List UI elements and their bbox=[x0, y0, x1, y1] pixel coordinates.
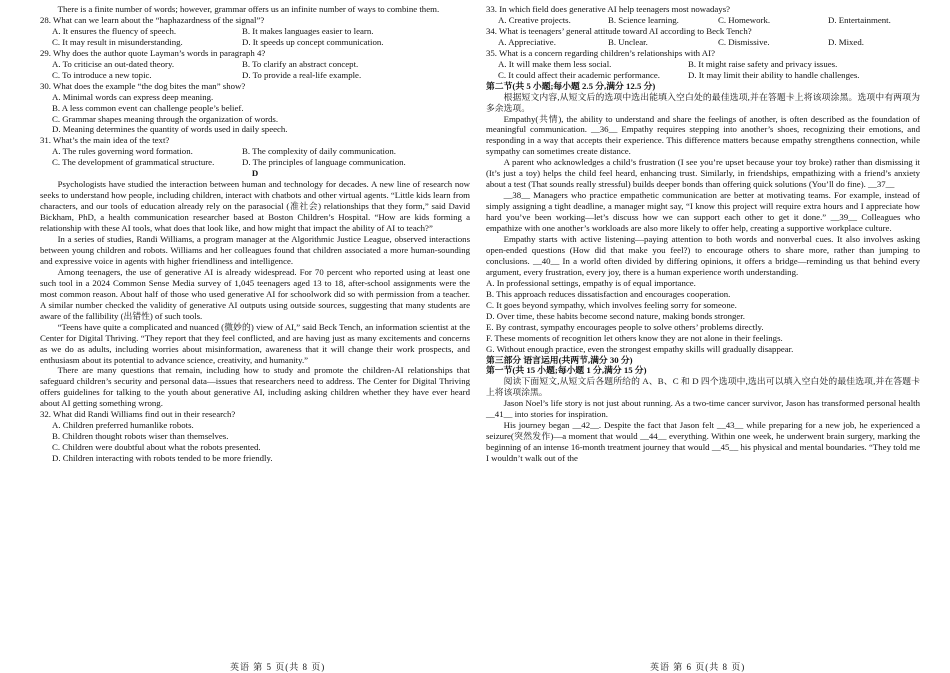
question-29: 29. Why does the author quote Layman’s words in paragraph 4? bbox=[40, 47, 266, 58]
q32-option-b: B. Children thought robots wiser than themselves. bbox=[52, 431, 229, 442]
q33-option-a: A. Creative projects. bbox=[498, 14, 571, 25]
q28-option-b: B. It makes languages easier to learn. bbox=[242, 25, 374, 36]
empathy-paragraph-2: A parent who acknowledges a child’s frustration (I see you’re upset because your toy broke) rather than dismissing it (It’s just a toy) helps the child feel heard, enhancing trust. Similarly, in friendships, empathizing with a friend’s anxiety about a test (That sounds really stressful) builds deeper bonds than offering quick solutions (You’ll do fine). __37__ bbox=[486, 157, 920, 190]
passage-d-paragraph-2: In a series of studies, Randi Williams, a program manager at the Algorithmic Justice League, observed interactions between young children and robots. Williams and her colleagues found that children associated a more human-sounding and expressive voice in agents with higher friendliness and intelligence. bbox=[40, 234, 470, 266]
q35-option-b: B. It might raise safety and privacy issues. bbox=[688, 58, 838, 69]
q30-option-c: C. Grammar shapes meaning through the organization of words. bbox=[52, 113, 279, 124]
choice-g: G. Without enough practice, even the strongest empathy skills will gradually disappear. bbox=[486, 343, 794, 354]
q29-option-a: A. To criticise an out-dated theory. bbox=[52, 58, 175, 69]
q33-option-b: B. Science learning. bbox=[608, 14, 679, 25]
q32-option-c: C. Children were doubtful about what the robots presented. bbox=[52, 442, 261, 453]
part-3-title: 第三部分 语言运用(共两节,满分 30 分) bbox=[486, 354, 633, 365]
q31-options-ab bbox=[40, 146, 470, 157]
q29-option-b: B. To clarify an abstract concept. bbox=[242, 58, 359, 69]
choice-c: C. It goes beyond sympathy, which involves feeling sorry for someone. bbox=[486, 299, 737, 310]
q33-option-c: C. Homework. bbox=[718, 14, 771, 25]
part-3-section-1-title: 第一节(共 15 小题;每小题 1 分,满分 15 分) bbox=[486, 365, 647, 376]
right-column bbox=[486, 4, 920, 464]
q33-option-d: D. Entertainment. bbox=[828, 14, 891, 25]
question-35: 35. What is a concern regarding children’s relationships with AI? bbox=[486, 47, 715, 58]
q31-options-cd bbox=[40, 157, 470, 168]
q28-options-ab bbox=[40, 26, 470, 37]
q29-option-c: C. To introduce a new topic. bbox=[52, 69, 152, 80]
q32-option-d: D. Children interacting with robots tended to be more friendly. bbox=[52, 453, 273, 464]
passage-d-paragraph-5: There are many questions that remain, including how to study and promote the children-AI relationships that safeguard children’s security and personal data—issues that researchers need to address. The Center for Digital Thriving offers guidelines for talking to the youth about generative AI, including asking children whether they have ever heard about AI getting something wrong. bbox=[40, 365, 470, 409]
empathy-paragraph-4: Empathy starts with active listening—paying attention to both words and nonverbal cues. It also involves asking open-ended questions (How did that make you feel?) to encourage others to share more, rather than jumping to conclusions. __40__ In a world often divided by differing opinions, it offers a bridge—reminding us that behind every argument, every frustration, every joy, there is a human experience worth understanding. bbox=[486, 234, 920, 277]
passage-c-closing: There is a finite number of words; however, grammar offers us an infinite number of ways to combine them. bbox=[57, 4, 440, 14]
q31-option-b: B. The complexity of daily communication. bbox=[242, 146, 396, 157]
q34-option-a: A. Appreciative. bbox=[498, 36, 556, 47]
question-33: 33. In which field does generative AI help teenagers most nowadays? bbox=[486, 4, 731, 14]
q30-option-b: B. A less common event can challenge people’s belief. bbox=[52, 102, 244, 113]
q30-option-a: A. Minimal words can express deep meaning. bbox=[52, 91, 214, 102]
q31-option-d: D. The principles of language communication. bbox=[242, 157, 406, 168]
page-footer-5: 英语 第 5 页(共 8 页) bbox=[230, 662, 326, 672]
choice-a: A. In professional settings, empathy is of equal importance. bbox=[486, 277, 696, 288]
question-32: 32. What did Randi Williams find out in their research? bbox=[40, 409, 236, 420]
q28-option-d: D. It speeds up concept communication. bbox=[242, 36, 384, 47]
q29-options-cd bbox=[40, 70, 470, 81]
q29-options-ab bbox=[40, 59, 470, 70]
q31-option-a: A. The rules governing word formation. bbox=[52, 146, 193, 157]
part-3-instructions: 阅读下面短文,从短文后各题所给的 A、B、C 和 D 四个选项中,选出可以填入空白处的最佳选项,并在答题卡上将该项涂黑。 bbox=[486, 376, 920, 398]
q30-option-d: D. Meaning determines the quantity of words used in daily speech. bbox=[52, 124, 288, 135]
section-2-title: 第二节(共 5 小题;每小题 2.5 分,满分 12.5 分) bbox=[486, 80, 656, 91]
choice-d: D. Over time, these habits become second nature, making bonds stronger. bbox=[486, 310, 745, 321]
empathy-paragraph-1: Empathy(共情), the ability to understand and share the feelings of another, is often described as the foundation of meaningful communication. __36__ Empathy requires stepping into another’s shoes, recognizing their emotions, and responding in a way that accepts their experience. This difference matters because empathy strengthens connection, while sympathy can sometimes create distance. bbox=[486, 113, 920, 157]
cloze-paragraph-2: His journey began __42__. Despite the fact that Jason felt __43__ while preparing for a new job, he experienced a seizure(突然发作)—a moment that would __44__ everything. Within one week, he underwent brain surgery, marking the beginning of an intense 16-month treatment journey that would __45__ his physical and mental boundaries. “They told me I wouldn’t walk out of the bbox=[486, 420, 920, 464]
question-28: 28. What can we learn about the “haphazardness of the signal”? bbox=[40, 14, 265, 25]
q34-options bbox=[486, 37, 920, 48]
section-2-instructions: 根据短文内容,从短文后的选项中选出能填入空白处的最佳选项,并在答题卡上将该项涂黑。选项中有两项为多余选项。 bbox=[486, 91, 920, 113]
q35-options-ab bbox=[486, 59, 920, 70]
question-31: 31. What’s the main idea of the text? bbox=[40, 135, 170, 146]
choice-e: E. By contrast, sympathy encourages people to solve others’ problems directly. bbox=[486, 321, 764, 332]
choice-f: F. These moments of recognition let others know they are not alone in their feelings. bbox=[486, 332, 783, 343]
page-footer-6: 英语 第 6 页(共 8 页) bbox=[650, 662, 746, 672]
q28-option-c: C. It may result in misunderstanding. bbox=[52, 36, 183, 47]
q35-option-c: C. It could affect their academic performance. bbox=[498, 69, 661, 80]
q35-option-d: D. It may limit their ability to handle challenges. bbox=[688, 69, 860, 80]
passage-d-label: D bbox=[251, 168, 259, 179]
q28-options-cd bbox=[40, 37, 470, 48]
q34-option-d: D. Mixed. bbox=[828, 36, 864, 47]
q35-options-cd bbox=[486, 70, 920, 81]
passage-d-paragraph-4: “Teens have quite a complicated and nuanced (微妙的) view of AI,” said Beck Tench, an information scientist at the Center for Digital Thriving. “They report that they feel conflicted, and are having just as many excitements and concerns as we do as adults, including worries about misinformation, awareness that it will change their work prospects, and enthusiasm about its potential to advance science, creativity, and humanity.” bbox=[40, 321, 470, 365]
empathy-paragraph-3: __38__ Managers who practice empathetic communication are better at motivating teams. For example, instead of simply assigning a tight deadline, a manager might say, “I know this project will require extra hours and I appreciate how hard you’ve been working—let’s discuss how we can support each other to get it done.” __39__ Colleagues who empathize with one another’s workloads are also more likely to offer help, creating a supportive workplace culture. bbox=[486, 190, 920, 234]
cloze-paragraph-1: Jason Noel’s life story is not just about running. As a two-time cancer survivor, Jason has transformed personal health __41__ into stories for inspiration. bbox=[486, 398, 920, 420]
q31-option-c: C. The development of grammatical structure. bbox=[52, 157, 215, 168]
q33-options bbox=[486, 15, 920, 26]
question-34: 34. What is teenagers’ general attitude toward AI according to Beck Tench? bbox=[486, 25, 752, 36]
choice-b: B. This approach reduces dissatisfaction and encourages cooperation. bbox=[486, 288, 731, 299]
passage-d-paragraph-1: Psychologists have studied the interaction between human and technology for decades. A new line of research now seeks to understand how people, including children, interact with chatbots and other virtual agents. “Little kids learn from characters, and our tools of education already rely on the parasocial (准社会) relationships that they form,” said David Bickham, PhD, a health communication researcher based at Boston Children’s Hospital. “How are kids forming a relationship with these AI tools, what does that look like, and how might that impact the ability of AI to teach?” bbox=[40, 179, 470, 234]
q32-option-a: A. Children preferred humanlike robots. bbox=[52, 420, 194, 431]
question-30: 30. What does the example “the dog bites the man” show? bbox=[40, 80, 246, 91]
q29-option-d: D. To provide a real-life example. bbox=[242, 69, 362, 80]
passage-d-paragraph-3: Among teenagers, the use of generative AI is already widespread. For 70 percent who reported using at least one such tool in a 2024 Common Sense Media survey of 1,045 teenagers aged 13 to 18, after-school assignments were the most common reason. About half of those who used generative AI for schoolwork did so with permission from a teacher. A similar number checked the validity of generative AI outputs using outside sources, suggesting that many students are aware of the fallibility (出错性) of such tools. bbox=[40, 266, 470, 321]
q34-option-c: C. Dismissive. bbox=[718, 36, 770, 47]
q28-option-a: A. It ensures the fluency of speech. bbox=[52, 25, 177, 36]
q34-option-b: B. Unclear. bbox=[608, 36, 648, 47]
q35-option-a: A. It will make them less social. bbox=[498, 58, 612, 69]
left-column bbox=[40, 4, 470, 464]
